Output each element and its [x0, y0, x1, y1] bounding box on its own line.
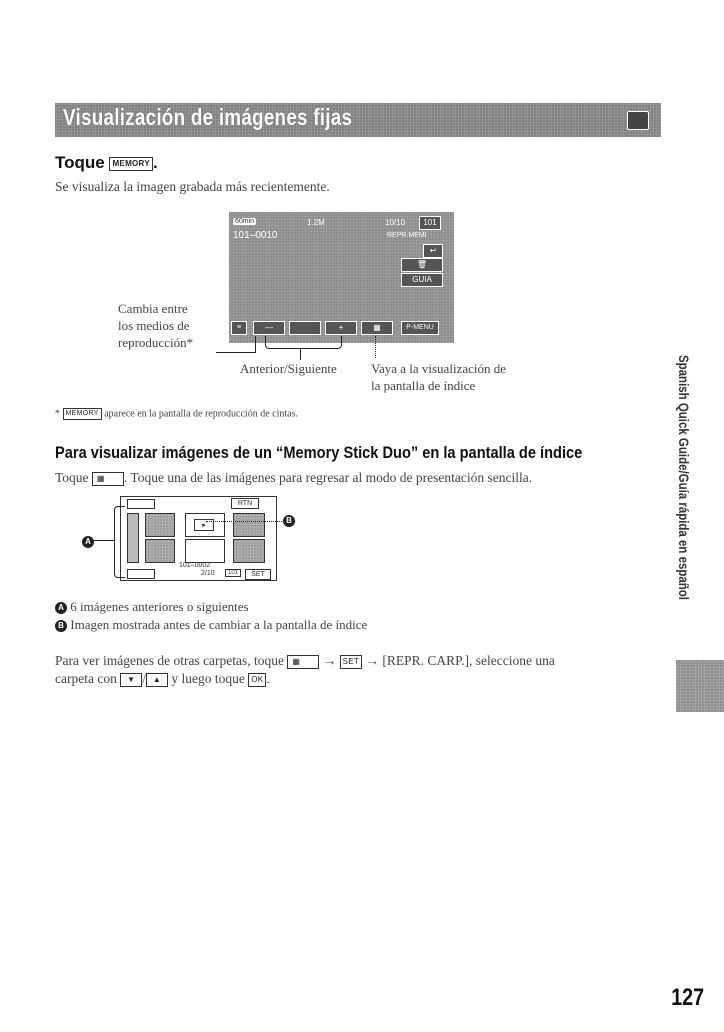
index-file-number: 101–0002	[179, 562, 211, 569]
down-arrow-button[interactable]	[127, 569, 155, 579]
paragraph-text: y luego toque	[171, 671, 245, 686]
section2-heading: Para visualizar imágenes de un “Memory Stick Duo” en la pantalla de índice	[55, 443, 583, 462]
delete-button[interactable]: 🗑	[401, 258, 443, 272]
image-counter: 10/10	[385, 218, 406, 227]
section2-body-pre: Toque	[55, 470, 89, 485]
index-screen	[120, 496, 277, 581]
ok-button-icon: OK	[248, 673, 266, 687]
leader-line	[206, 521, 282, 522]
thumbnail[interactable]	[145, 539, 175, 563]
legend-text: Imagen mostrada antes de cambiar a la pantalla de índice	[70, 617, 368, 632]
prev-next-callout: Anterior/Siguiente	[240, 361, 337, 376]
media-switch-button[interactable]: ≡	[231, 321, 247, 335]
play-icon: ▸	[194, 519, 214, 531]
callout-line: los medios de	[118, 318, 190, 333]
leader-line	[375, 336, 376, 358]
thumbnail[interactable]	[145, 513, 175, 537]
side-tab-marker	[676, 660, 724, 712]
slash: /	[142, 671, 146, 686]
guide-button[interactable]: GUIA	[401, 273, 443, 287]
media-switch-callout	[118, 300, 193, 351]
playback-screen	[229, 212, 454, 343]
section1-heading-text: Toque	[55, 153, 105, 172]
memory-button-icon: MEMORY	[63, 408, 102, 420]
page-number: 127	[671, 984, 704, 1011]
folders-paragraph-line2	[55, 670, 270, 688]
section2-body	[55, 469, 532, 487]
marker-b: B	[283, 515, 295, 527]
legend-item-a	[55, 598, 249, 616]
repr-memi-label: REPR.MEMI	[387, 232, 427, 239]
index-callout-line2: la pantalla de índice	[371, 378, 476, 393]
file-number: 101–0010	[233, 230, 278, 241]
index-folder-button[interactable]: 101	[225, 569, 241, 577]
leader-line	[216, 352, 256, 353]
marker-b-icon: B	[55, 620, 67, 632]
side-tab-label: Spanish Quick Guide/Guía rápida en español	[676, 355, 692, 600]
title-banner	[55, 103, 661, 137]
legend-text: 6 imágenes anteriores o siguientes	[70, 599, 249, 614]
memory-button-icon: MEMORY	[109, 157, 153, 171]
scroll-bar[interactable]	[127, 513, 139, 563]
set-button-icon: SET	[340, 655, 362, 669]
footnote-star: *	[55, 408, 60, 420]
footnote	[55, 408, 298, 420]
paragraph-text: .	[266, 671, 270, 686]
down-arrow-icon: ▼	[120, 673, 142, 687]
paragraph-text: [REPR. CARP.], seleccione una	[382, 653, 555, 668]
paragraph-text: carpeta con	[55, 671, 117, 686]
divider-button[interactable]	[289, 321, 321, 335]
thumbnail[interactable]	[233, 539, 265, 563]
section1-heading: Toque MEMORY .	[55, 153, 158, 172]
index-button-icon: ▦	[92, 472, 124, 486]
index-callout-line1: Vaya a la visualización de	[371, 361, 506, 376]
legend-item-b	[55, 616, 367, 634]
thumbnail[interactable]	[233, 513, 265, 537]
next-button[interactable]: +	[325, 321, 357, 335]
bracket-a	[114, 506, 125, 578]
previous-button[interactable]: —	[253, 321, 285, 335]
side-tab	[676, 355, 698, 665]
arrow-icon: →	[322, 653, 337, 668]
camera-mode-icon	[627, 111, 649, 130]
index-counter: 2/10	[201, 570, 215, 577]
leader-line	[300, 348, 301, 360]
index-button-icon: ▦	[287, 655, 319, 669]
thumbnail-selected[interactable]	[185, 513, 225, 537]
set-button[interactable]: SET	[245, 569, 271, 580]
folders-paragraph-line1	[55, 652, 555, 670]
prev-next-bracket	[265, 336, 342, 349]
arrow-icon: →	[365, 653, 379, 668]
battery-indicator: 60min	[235, 218, 255, 225]
callout-line: reproducción*	[118, 335, 194, 350]
leader-line	[94, 540, 114, 541]
section1-body: Se visualiza la imagen grabada más recientemente.	[55, 179, 330, 194]
up-arrow-button[interactable]	[127, 499, 155, 509]
folder-button[interactable]: 101	[419, 216, 441, 230]
banner-title: Visualización de imágenes fijas	[63, 104, 353, 130]
image-size-indicator: 1.2M	[307, 218, 325, 227]
up-arrow-icon: ▲	[146, 673, 168, 687]
footnote-text: aparece en la pantalla de reproducción de cintas.	[104, 408, 298, 420]
marker-a-icon: A	[55, 602, 67, 614]
section2-body-post: . Toque una de las imágenes para regresar al modo de presentación sencilla.	[123, 470, 533, 485]
paragraph-text: Para ver imágenes de otras carpetas, toque	[55, 653, 285, 668]
callout-line: Cambia entre	[118, 301, 188, 316]
leader-line	[255, 336, 256, 352]
marker-a: A	[82, 536, 94, 548]
thumbnail[interactable]	[185, 539, 225, 563]
index-button[interactable]: ▦	[361, 321, 393, 335]
p-menu-button[interactable]: P-MENU	[401, 321, 439, 335]
return-icon[interactable]: ↩	[423, 244, 443, 258]
rtn-button[interactable]: RTN	[231, 498, 259, 509]
